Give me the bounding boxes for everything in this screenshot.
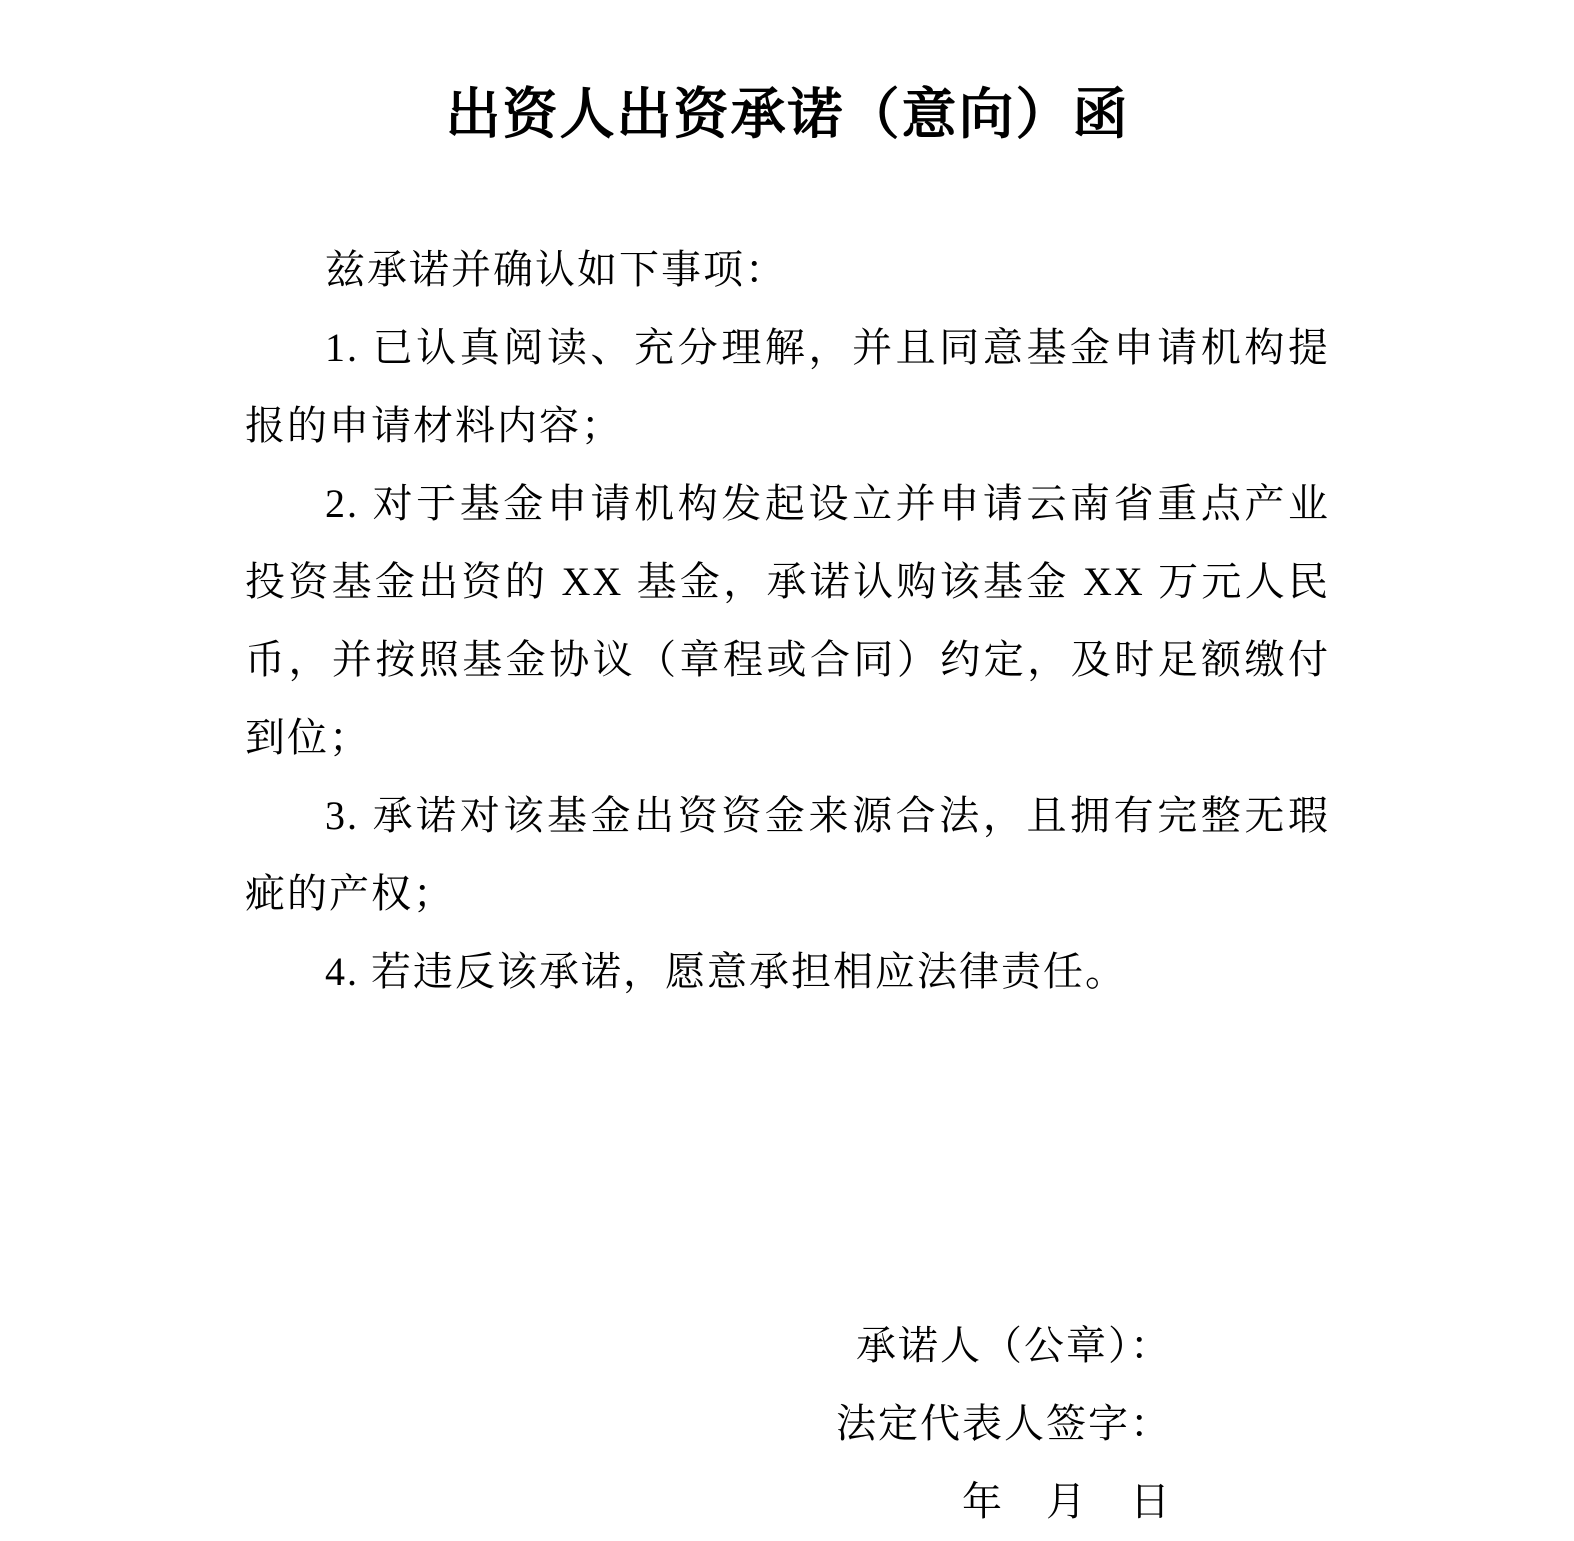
commitment-item-2: 2. 对于基金申请机构发起设立并申请云南省重点产业投资基金出资的 XX 基金，承诺认购该基金 XX 万元人民币，并按照基金协议（章程或合同）约定，及时足额缴付到位； (245, 481, 1330, 760)
signature-block (245, 1307, 1330, 1541)
document-body (245, 231, 1330, 1011)
commitment-item-3: 3. 承诺对该基金出资资金来源合法，且拥有完整无瑕疵的产权； (245, 793, 1330, 916)
commitment-item-4: 4. 若违反该承诺，愿意承担相应法律责任。 (325, 949, 1127, 994)
document-title: 出资人出资承诺（意向）函 (445, 83, 1130, 145)
intro-line: 兹承诺并确认如下事项： (325, 247, 787, 292)
commitment-item-1: 1. 已认真阅读、充分理解，并且同意基金申请机构提报的申请材料内容； (245, 325, 1330, 448)
signature-promisor-line: 承诺人（公章）： (856, 1323, 1172, 1368)
signature-legal-rep-line: 法定代表人签字： (836, 1401, 1172, 1446)
signature-date-line: 年 月 日 (962, 1479, 1172, 1524)
